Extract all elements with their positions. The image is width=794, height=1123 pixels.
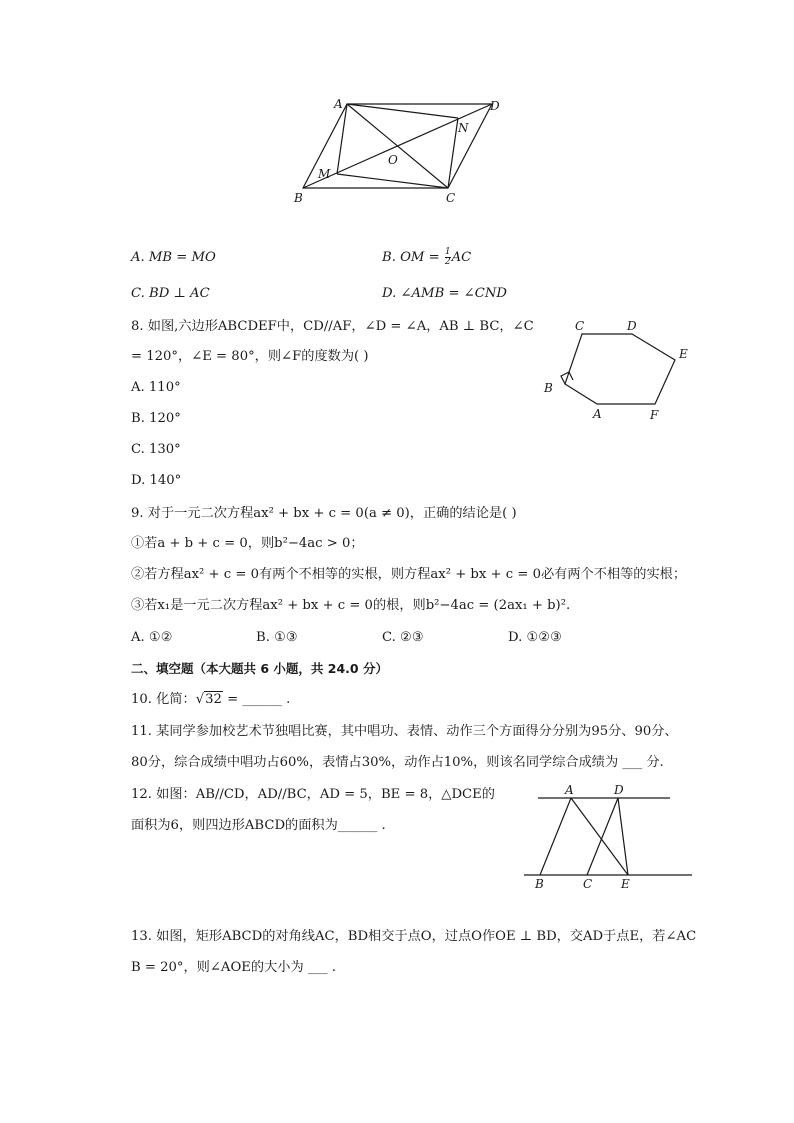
q8-stem-line1: 8. 如图,六边形ABCDEF中，CD//AF，∠D = ∠A，AB ⊥ BC，∠C [131, 319, 534, 334]
q7-option-a: A. MB = MO [131, 250, 216, 265]
q9-option-b: B. ①③ [256, 630, 298, 645]
q9-option-d: D. ①②③ [508, 630, 562, 645]
label-D: D [627, 319, 637, 333]
label-A: A [334, 97, 343, 111]
q8-option-a: A. 110° [131, 380, 181, 395]
q8-option-d: D. 140° [131, 473, 182, 488]
sqrt-symbol: √ [195, 692, 205, 707]
label-A: A [565, 783, 574, 797]
label-M: M [318, 167, 331, 181]
label-E: E [621, 877, 630, 891]
label-C: C [446, 191, 456, 205]
label-C: C [583, 877, 593, 891]
q8-option-b: B. 120° [131, 411, 181, 426]
label-B: B [535, 877, 544, 891]
q10-suffix: = ______ . [222, 692, 291, 707]
q7-option-b-prefix: B. OM = [382, 250, 444, 265]
q10-radicand: 32 [205, 692, 222, 707]
hexagon-figure [535, 312, 705, 427]
q7-option-b [382, 248, 471, 268]
q12-line2: 面积为6，则四边形ABCD的面积为______ . [131, 818, 386, 833]
q9-statement-1: ①若a + b + c = 0，则b²−4ac > 0； [131, 536, 364, 551]
label-N: N [458, 121, 469, 135]
q11-line2: 80分，综合成绩中唱功占60%，表情占30%，动作占10%，则该名同学综合成绩为 ___ 分. [131, 755, 664, 770]
q13-line1: 13. 如图，矩形ABCD的对角线AC，BD相交于点O，过点O作OE ⊥ BD，交AD于点E，若∠AC [131, 929, 697, 944]
label-D: D [614, 783, 624, 797]
fraction-den: 2 [444, 257, 451, 267]
section-heading-fill-in: 二、填空题（本大题共 6 小题，共 24.0 分） [131, 661, 388, 676]
q7-option-b-suffix: AC [451, 250, 472, 265]
q9-statement-3: ③若x₁是一元二次方程ax² + bx + c = 0的根，则b²−4ac = (2ax₁ + b)². [131, 598, 571, 613]
parallel-lines-figure [520, 780, 700, 895]
label-A: A [593, 407, 602, 421]
fraction-num: 1 [444, 247, 451, 257]
q9-stem: 9. 对于一元二次方程ax² + bx + c = 0(a ≠ 0)，正确的结论是( ) [131, 506, 517, 521]
q10-prefix: 10. 化简： [131, 692, 196, 707]
label-F: F [650, 408, 659, 422]
q7-option-c: C. BD ⊥ AC [131, 286, 210, 301]
q12-line1: 12. 如图：AB//CD，AD//BC，AD = 5，BE = 8，△DCE的 [131, 787, 495, 802]
q8-stem-line2: = 120°，∠E = 80°，则∠F的度数为( ) [131, 349, 369, 364]
q10 [131, 690, 290, 710]
fraction [445, 248, 451, 267]
q11-line1: 11. 某同学参加校艺术节独唱比赛，其中唱功、表情、动作三个方面得分分别为95分、90分、 [131, 724, 678, 739]
q8-option-c: C. 130° [131, 442, 181, 457]
label-C: C [575, 319, 585, 333]
q13-line2: B = 20°，则∠AOE的大小为 ___ . [131, 960, 336, 975]
label-O: O [388, 153, 398, 167]
q9-statement-2: ②若方程ax² + c = 0有两个不相等的实根，则方程ax² + bx + c = 0必有两个不相等的实根； [131, 567, 687, 582]
q9-option-a: A. ①② [131, 630, 173, 645]
label-B: B [294, 191, 303, 205]
q9-option-c: C. ②③ [382, 630, 424, 645]
q7-option-d: D. ∠AMB = ∠CND [382, 286, 507, 301]
label-E: E [679, 347, 688, 361]
parallelogram-figure [280, 90, 520, 215]
label-D: D [490, 99, 500, 113]
label-B: B [544, 381, 553, 395]
